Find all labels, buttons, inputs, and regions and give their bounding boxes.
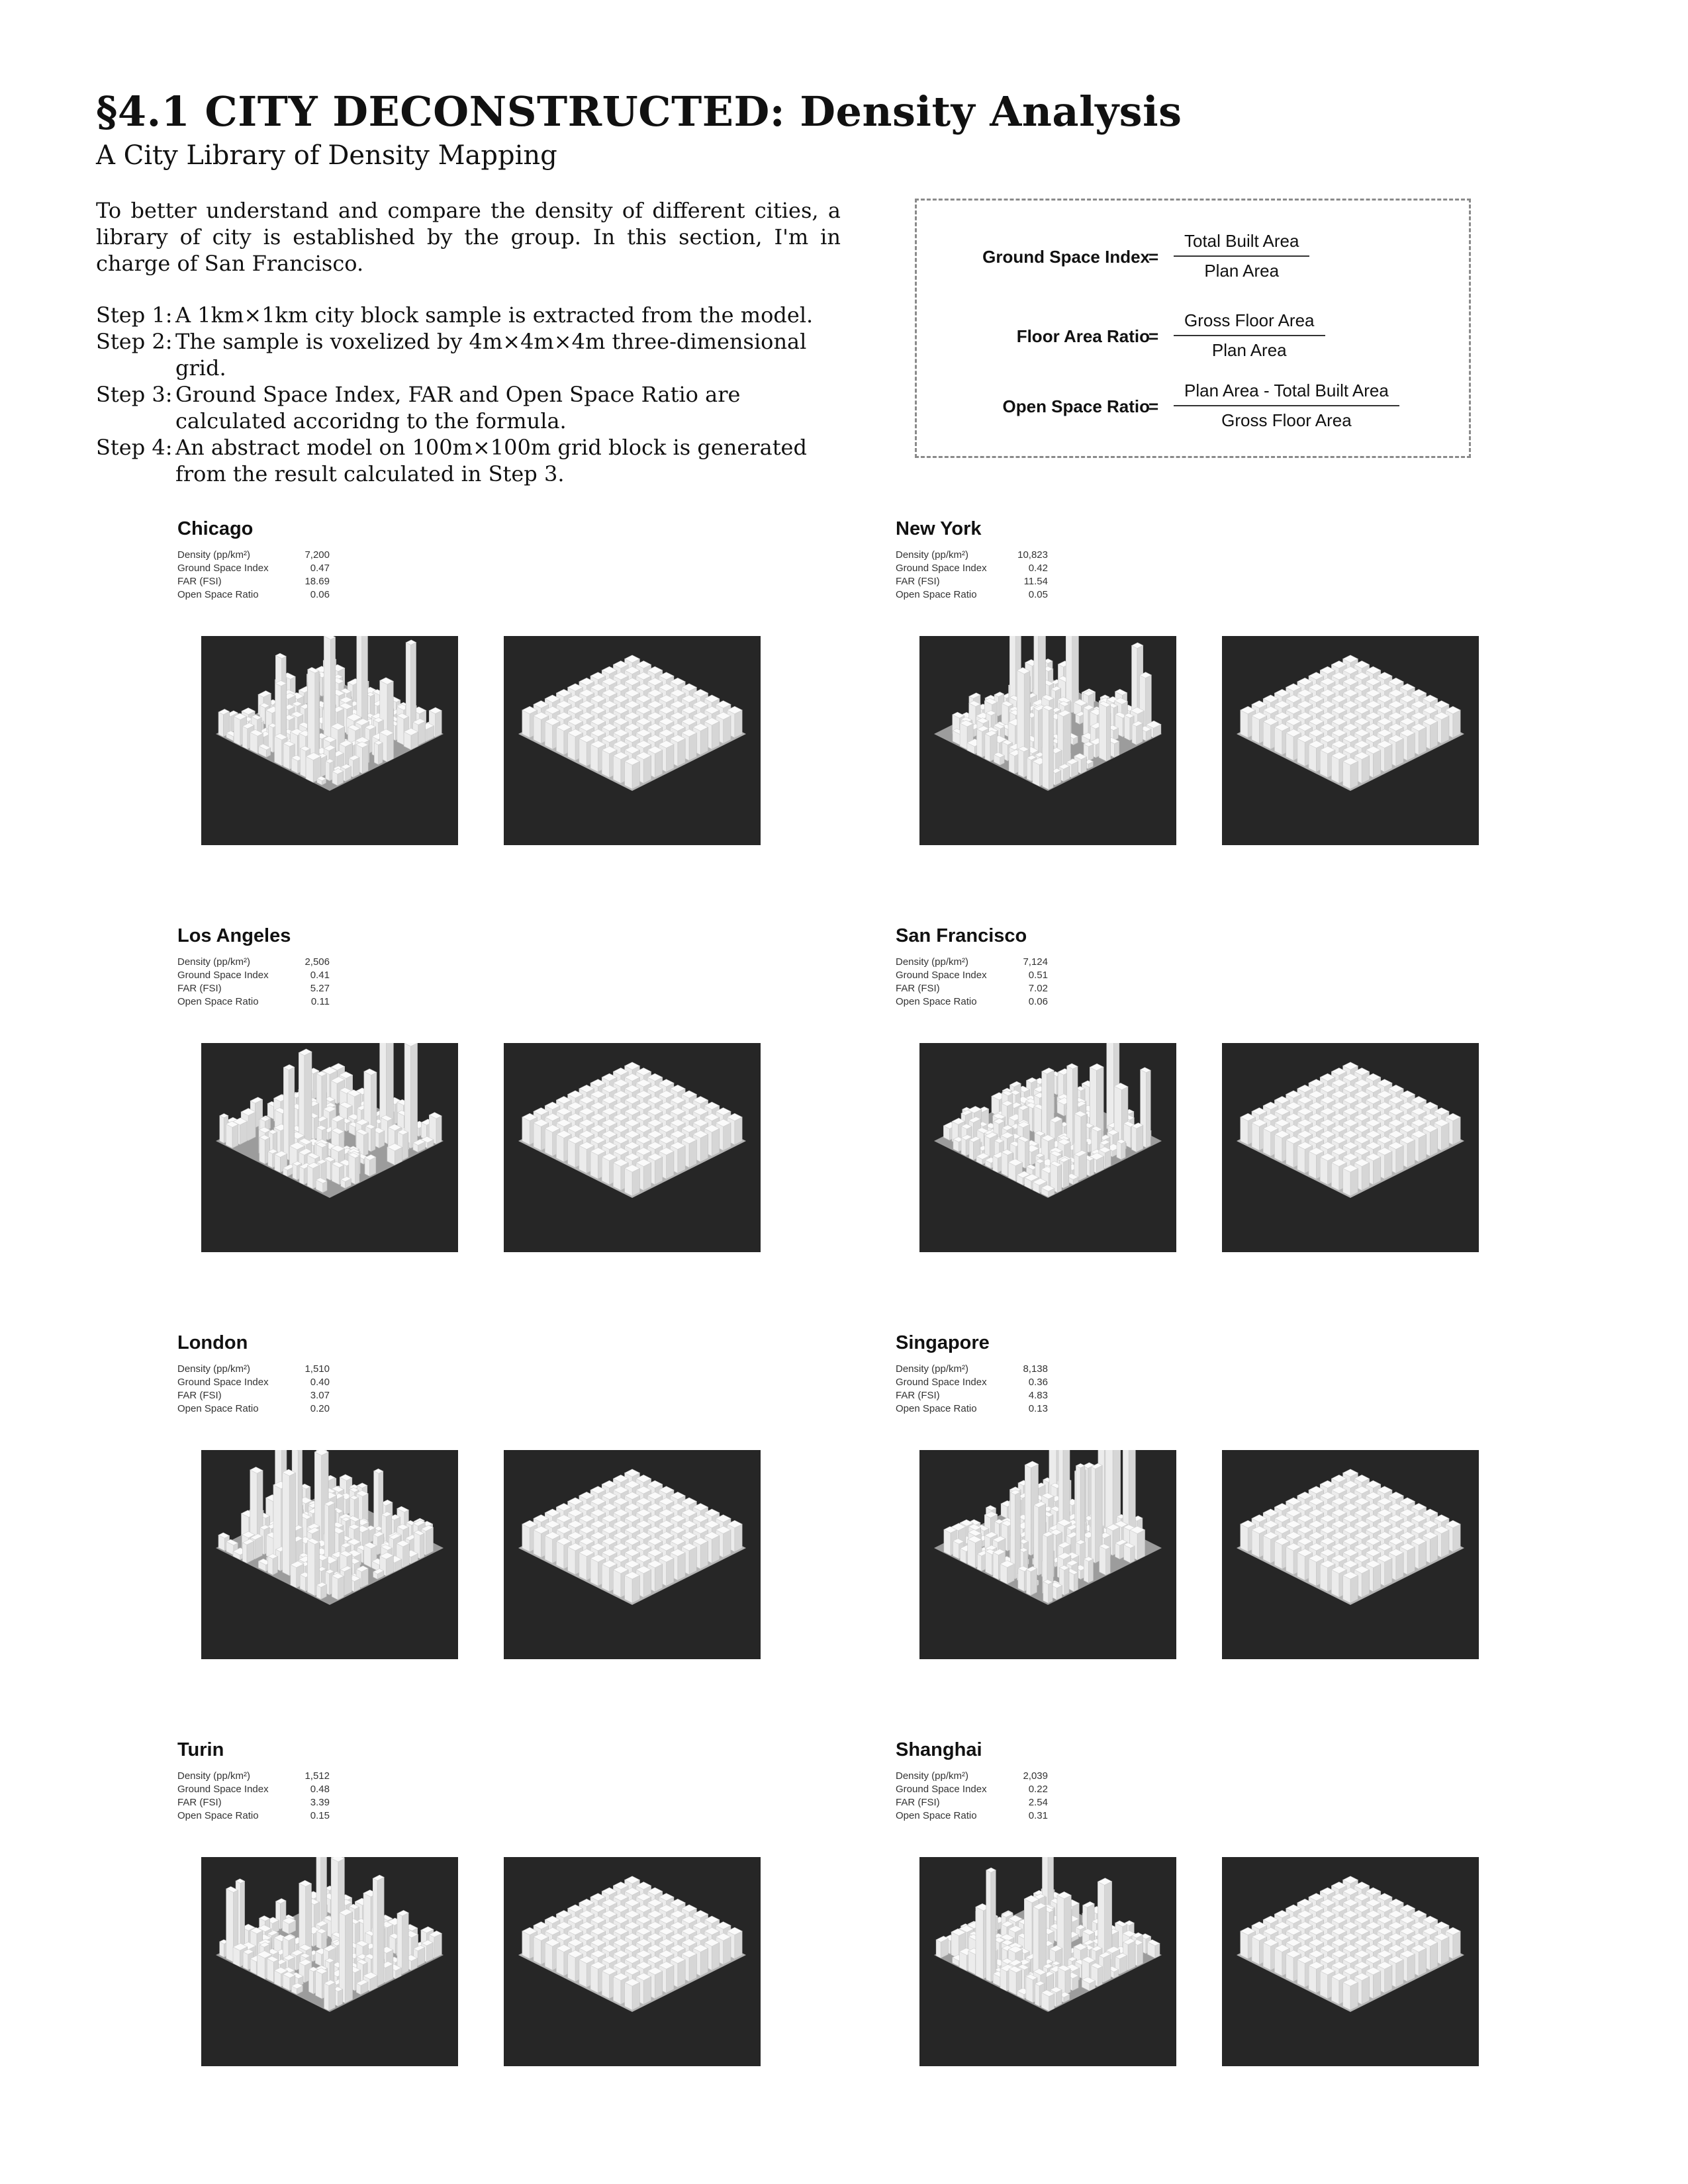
city-name: London	[177, 1332, 248, 1353]
step-item	[96, 434, 857, 487]
formula-ground-space-index	[917, 231, 1469, 291]
stat-label: Open Space Ratio	[896, 1810, 977, 1821]
stat-label: Open Space Ratio	[177, 996, 259, 1007]
step-label: Step 1:	[96, 302, 173, 328]
city-name: New York	[896, 518, 982, 539]
city-name: Los Angeles	[177, 925, 291, 946]
formula-open-space-ratio	[917, 381, 1469, 440]
stat-density: 1,512	[305, 1770, 330, 1782]
city-stats	[896, 1770, 1048, 1823]
city-model-image	[201, 1857, 458, 2066]
stat-label: Open Space Ratio	[896, 1403, 977, 1414]
stat-density: 10,823	[1017, 549, 1048, 561]
abstract-model-image	[504, 636, 761, 845]
city-name: Turin	[177, 1739, 224, 1760]
city-model-image	[201, 1043, 458, 1252]
city-block-shanghai	[896, 1739, 1558, 2136]
stat-label: FAR (FSI)	[177, 983, 222, 994]
stat-osr: 0.20	[310, 1403, 330, 1414]
page-subtitle: A City Library of Density Mapping	[96, 140, 557, 171]
stat-density: 7,124	[1023, 956, 1048, 968]
step-label: Step 3:	[96, 382, 173, 407]
formula-equals: =	[1149, 326, 1159, 346]
stat-label: FAR (FSI)	[896, 983, 940, 994]
city-block-singapore	[896, 1332, 1558, 1729]
stat-label: Ground Space Index	[896, 970, 987, 981]
stat-label: Density (pp/km²)	[896, 1770, 969, 1782]
city-block-london	[177, 1332, 839, 1729]
stat-density: 7,200	[305, 549, 330, 561]
formula-floor-area-ratio	[917, 310, 1469, 370]
stat-far: 3.07	[310, 1390, 330, 1401]
city-block-chicago	[177, 518, 839, 915]
stat-far: 5.27	[310, 983, 330, 994]
stat-density: 2,506	[305, 956, 330, 968]
abstract-model-image	[504, 1450, 761, 1659]
stat-osr: 0.06	[1028, 996, 1048, 1007]
stat-gsi: 0.41	[310, 970, 330, 981]
stat-label: Ground Space Index	[896, 563, 987, 574]
stat-label: Density (pp/km²)	[177, 956, 251, 968]
stat-label: Ground Space Index	[896, 1377, 987, 1388]
formula-fraction	[1174, 231, 1309, 281]
abstract-model-image	[504, 1043, 761, 1252]
formula-name: Floor Area Ratio	[1016, 326, 1150, 346]
stat-label: Density (pp/km²)	[177, 549, 251, 561]
formula-equals: =	[1149, 396, 1159, 416]
stat-osr: 0.06	[310, 589, 330, 600]
stat-osr: 0.13	[1028, 1403, 1048, 1414]
stat-density: 1,510	[305, 1363, 330, 1375]
formula-name: Ground Space Index	[982, 247, 1150, 267]
stat-far: 2.54	[1028, 1797, 1048, 1808]
formula-numerator: Gross Floor Area	[1174, 310, 1325, 336]
city-name: Shanghai	[896, 1739, 982, 1760]
stat-label: Open Space Ratio	[896, 589, 977, 600]
step-text: Ground Space Index, FAR and Open Space Ratio are calculated accoridng to the formula.	[175, 382, 741, 433]
stat-label: FAR (FSI)	[896, 1797, 940, 1808]
abstract-model-image	[504, 1857, 761, 2066]
city-name: San Francisco	[896, 925, 1027, 946]
stat-gsi: 0.51	[1028, 970, 1048, 981]
step-item	[96, 302, 857, 328]
stat-density: 2,039	[1023, 1770, 1048, 1782]
formula-fraction	[1174, 381, 1399, 431]
step-item	[96, 381, 857, 434]
stat-label: Open Space Ratio	[177, 1810, 259, 1821]
stat-density: 8,138	[1023, 1363, 1048, 1375]
step-text: The sample is voxelized by 4m×4m×4m three-dimensional grid.	[175, 329, 807, 381]
stat-gsi: 0.36	[1028, 1377, 1048, 1388]
steps-list	[96, 302, 857, 487]
stat-gsi: 0.47	[310, 563, 330, 574]
stat-label: Ground Space Index	[896, 1784, 987, 1795]
city-model-image	[919, 1857, 1176, 2066]
city-block-los-angeles	[177, 925, 839, 1322]
abstract-model-image	[1222, 1857, 1479, 2066]
stat-osr: 0.15	[310, 1810, 330, 1821]
city-name: Chicago	[177, 518, 254, 539]
formula-name: Open Space Ratio	[1002, 396, 1150, 416]
stat-label: Ground Space Index	[177, 1377, 269, 1388]
stat-label: Ground Space Index	[177, 1784, 269, 1795]
formula-box	[915, 199, 1471, 458]
city-model-image	[201, 1450, 458, 1659]
step-item	[96, 328, 857, 381]
stat-label: Density (pp/km²)	[177, 1770, 251, 1782]
city-stats	[177, 1363, 330, 1416]
city-model-image	[201, 636, 458, 845]
step-text: A 1km×1km city block sample is extracted from the model.	[175, 302, 814, 328]
stat-label: Open Space Ratio	[177, 589, 259, 600]
stat-label: Density (pp/km²)	[896, 549, 969, 561]
stat-label: FAR (FSI)	[896, 576, 940, 587]
city-stats	[177, 956, 330, 1009]
city-stats	[896, 956, 1048, 1009]
stat-far: 7.02	[1028, 983, 1048, 994]
step-label: Step 4:	[96, 435, 173, 460]
formula-equals: =	[1149, 247, 1159, 267]
city-block-san-francisco	[896, 925, 1558, 1322]
city-model-image	[919, 1043, 1176, 1252]
formula-denominator: Plan Area	[1211, 340, 1287, 360]
city-block-turin	[177, 1739, 839, 2136]
stat-label: Ground Space Index	[177, 563, 269, 574]
stat-osr: 0.31	[1028, 1810, 1048, 1821]
stat-far: 11.54	[1023, 576, 1048, 587]
formula-denominator: Plan Area	[1204, 261, 1280, 281]
city-model-image	[919, 1450, 1176, 1659]
stat-label: Density (pp/km²)	[177, 1363, 251, 1375]
abstract-model-image	[1222, 636, 1479, 845]
page-title: §4.1 CITY DECONSTRUCTED: Density Analysis	[96, 87, 1182, 136]
stat-gsi: 0.48	[310, 1784, 330, 1795]
formula-fraction	[1174, 310, 1325, 361]
stat-label: Density (pp/km²)	[896, 956, 969, 968]
abstract-model-image	[1222, 1450, 1479, 1659]
stat-label: Open Space Ratio	[177, 1403, 259, 1414]
city-stats	[896, 549, 1048, 602]
abstract-model-image	[1222, 1043, 1479, 1252]
stat-osr: 0.05	[1028, 589, 1048, 600]
stat-far: 18.69	[305, 576, 330, 587]
formula-numerator: Plan Area - Total Built Area	[1174, 381, 1399, 406]
stat-gsi: 0.42	[1028, 563, 1048, 574]
formula-denominator: Gross Floor Area	[1221, 410, 1352, 430]
city-block-new-york	[896, 518, 1558, 915]
stat-label: FAR (FSI)	[177, 1390, 222, 1401]
stat-far: 3.39	[310, 1797, 330, 1808]
city-stats	[177, 1770, 330, 1823]
stat-label: FAR (FSI)	[896, 1390, 940, 1401]
step-label: Step 2:	[96, 329, 173, 354]
stat-gsi: 0.40	[310, 1377, 330, 1388]
stat-osr: 0.11	[310, 996, 330, 1007]
stat-label: FAR (FSI)	[177, 1797, 222, 1808]
city-model-image	[919, 636, 1176, 845]
formula-numerator: Total Built Area	[1174, 231, 1309, 257]
intro-paragraph: To better understand and compare the density of different cities, a library of city is established by the group. In this section, I'm in charge of San Francisco.	[96, 198, 841, 276]
city-stats	[896, 1363, 1048, 1416]
stat-label: Density (pp/km²)	[896, 1363, 969, 1375]
city-stats	[177, 549, 330, 602]
stat-gsi: 0.22	[1028, 1784, 1048, 1795]
stat-far: 4.83	[1028, 1390, 1048, 1401]
city-name: Singapore	[896, 1332, 990, 1353]
stat-label: FAR (FSI)	[177, 576, 222, 587]
stat-label: Open Space Ratio	[896, 996, 977, 1007]
stat-label: Ground Space Index	[177, 970, 269, 981]
step-text: An abstract model on 100m×100m grid block is generated from the result calculated in Step 3.	[175, 435, 807, 486]
